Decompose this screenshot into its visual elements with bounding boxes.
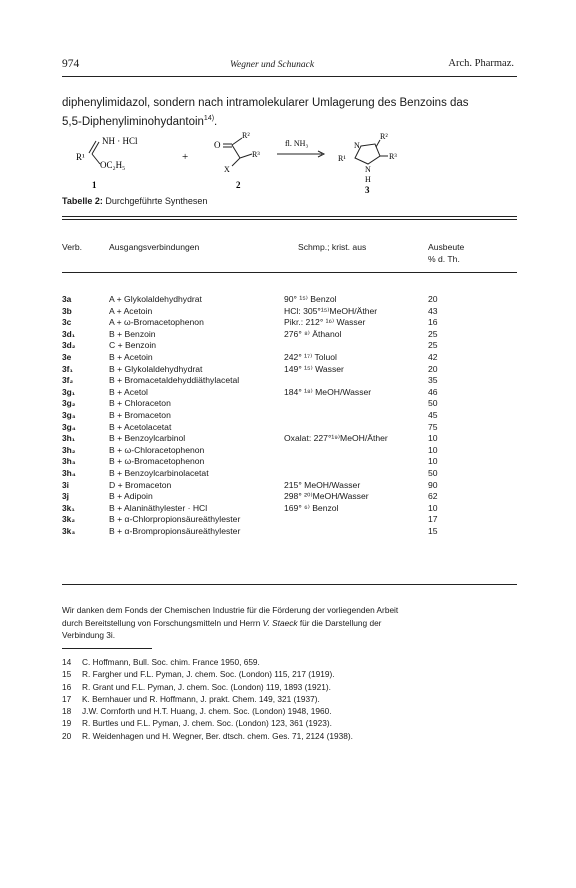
cell-ausbeute: 25 bbox=[428, 328, 438, 339]
reference-item bbox=[62, 668, 522, 680]
product-h: H bbox=[365, 175, 371, 184]
reference-item bbox=[62, 717, 522, 729]
reference-text: K. Bernhauer und R. Hoffmann, J. prakt. Chem. 149, 321 (1937). bbox=[82, 693, 320, 704]
cell-schmp: 242° ¹⁷⁾ Toluol bbox=[284, 352, 337, 362]
cell-ausbeute: 50 bbox=[428, 398, 438, 409]
cell-ausbeute: 16 bbox=[428, 317, 438, 328]
cell-verb: 3e bbox=[62, 352, 72, 362]
reference-item bbox=[62, 656, 522, 668]
reference-item bbox=[62, 681, 522, 693]
cell-verb: 3h₂ bbox=[62, 444, 76, 455]
cell-schmp: 215° MeOH/Wasser bbox=[284, 479, 361, 490]
cell-ausgang: B + α-Chlorpropionsäureäthylester bbox=[109, 514, 241, 525]
cell-ausbeute: 17 bbox=[428, 514, 438, 525]
reference-list bbox=[62, 656, 522, 742]
cell-ausgang: A + Acetoin bbox=[109, 305, 153, 316]
reagent2-r2: R² bbox=[242, 131, 250, 140]
reference-text: R. Burtles und F.L. Pyman, J. chem. Soc. (London) 123, 361 (1923). bbox=[82, 718, 332, 729]
reference-number: 17 bbox=[62, 693, 72, 704]
cell-ausbeute: 20 bbox=[428, 363, 438, 374]
intro-line-1: diphenylimidazol, sondern nach intramolekularer Umlagerung des Benzoins das bbox=[62, 97, 469, 109]
cell-schmp: Oxalat: 227°¹⁹⁾MeOH/Äther bbox=[284, 433, 388, 444]
product-r2: R² bbox=[380, 132, 388, 141]
cell-ausgang: B + Acetolacetat bbox=[109, 421, 172, 432]
cell-ausbeute: 50 bbox=[428, 468, 438, 478]
cell-ausgang: B + α-Brompropionsäureäthylester bbox=[109, 526, 241, 536]
footnote-rule bbox=[62, 648, 152, 649]
table-top-rule bbox=[62, 216, 517, 217]
cell-verb: 3a bbox=[62, 294, 72, 304]
cell-verb: 3g₂ bbox=[62, 398, 76, 409]
table-row bbox=[62, 503, 517, 514]
table-row bbox=[62, 410, 517, 421]
cell-ausgang: B + Adipoin bbox=[109, 491, 153, 502]
running-title: Wegner und Schunack bbox=[230, 60, 315, 70]
cell-ausbeute: 10 bbox=[428, 433, 438, 444]
col-header-verb: Verb. bbox=[62, 242, 83, 252]
cell-ausgang: D + Bromaceton bbox=[109, 479, 172, 490]
reagent2-r3: R³ bbox=[252, 150, 260, 159]
table-row bbox=[62, 387, 517, 398]
intro-paragraph bbox=[62, 96, 522, 130]
cell-schmp: 149° ¹⁵⁾ Wasser bbox=[284, 363, 344, 374]
table-row bbox=[62, 306, 517, 317]
cell-schmp: Pikr.: 212° ¹⁶⁾ Wasser bbox=[284, 317, 366, 328]
cell-verb: 3k₃ bbox=[62, 526, 76, 536]
table-header-rule bbox=[62, 272, 517, 273]
table-row bbox=[62, 526, 517, 537]
cell-ausgang: C + Benzoin bbox=[109, 340, 157, 351]
reference-text: R. Fargher und F.L. Pyman, J. chem. Soc. (London) 115, 217 (1919). bbox=[82, 669, 335, 680]
ack-line-2: durch Bereitstellung von Forschungsmitteln und Herrn V. Staeck für die Darstellung der bbox=[62, 617, 382, 628]
table-top-rule-2 bbox=[62, 219, 517, 220]
reference-item bbox=[62, 693, 522, 705]
cell-verb: 3d₂ bbox=[62, 340, 76, 351]
reference-number: 16 bbox=[62, 681, 72, 692]
reference-number: 14 bbox=[62, 657, 72, 667]
table-row bbox=[62, 514, 517, 525]
cell-ausbeute: 46 bbox=[428, 386, 438, 397]
cell-verb: 3b bbox=[62, 305, 72, 316]
cell-verb: 3h₄ bbox=[62, 468, 76, 478]
cell-verb: 3i bbox=[62, 479, 69, 490]
cell-ausbeute: 25 bbox=[428, 340, 438, 351]
cell-ausgang: B + ω-Bromacetophenon bbox=[109, 456, 205, 467]
table-row bbox=[62, 294, 517, 305]
reagent1-oc2h5: OC₂H₅ bbox=[100, 160, 126, 170]
cell-verb: 3h₃ bbox=[62, 456, 76, 467]
reference-item bbox=[62, 730, 522, 742]
reference-item bbox=[62, 705, 522, 717]
col-header-ausbeute-unit: % d. Th. bbox=[428, 254, 460, 264]
intro-line-2: 5,5-Diphenyliminohydantoin$^{14)}$. bbox=[62, 115, 218, 128]
cell-ausgang: A + ω-Bromacetophenon bbox=[109, 317, 204, 328]
cell-ausbeute: 20 bbox=[428, 294, 438, 304]
cell-verb: 3k₁ bbox=[62, 502, 75, 513]
reagent1-r1: R¹ bbox=[76, 152, 85, 162]
cell-verb: 3f₁ bbox=[62, 363, 73, 374]
table-row bbox=[62, 433, 517, 444]
table-row bbox=[62, 491, 517, 502]
cell-ausbeute: 62 bbox=[428, 491, 438, 502]
product-label: 3 bbox=[365, 185, 370, 195]
cell-ausgang: B + Benzoin bbox=[109, 328, 156, 339]
table-row bbox=[62, 456, 517, 467]
cell-ausgang: B + Bromacetaldehyddiäthylacetal bbox=[109, 375, 240, 386]
product-n: N bbox=[354, 141, 360, 150]
arrow-label: fl. NH₃ bbox=[285, 139, 309, 148]
reagent1-label: 1 bbox=[92, 180, 97, 190]
cell-verb: 3d₁ bbox=[62, 328, 76, 339]
table-row bbox=[62, 398, 517, 409]
table-row bbox=[62, 375, 517, 386]
plus-sign: + bbox=[182, 151, 189, 163]
cell-verb: 3g₃ bbox=[62, 410, 76, 420]
table-row bbox=[62, 468, 517, 479]
col-header-ausbeute: Ausbeute bbox=[428, 242, 465, 252]
cell-ausgang: B + Glykolaldehydhydrat bbox=[109, 363, 203, 374]
cell-ausgang: B + Acetoin bbox=[109, 352, 153, 362]
cell-ausgang: B + Chloraceton bbox=[109, 398, 171, 409]
cell-verb: 3j bbox=[62, 491, 69, 502]
cell-ausgang: B + Acetol bbox=[109, 386, 148, 397]
header-rule bbox=[62, 76, 517, 77]
cell-ausbeute: 75 bbox=[428, 421, 438, 432]
table-caption: Tabelle 2: Durchgeführte Synthesen bbox=[62, 196, 208, 206]
reagent1-nh-hcl: NH · HCl bbox=[102, 136, 138, 146]
table-row bbox=[62, 352, 517, 363]
cell-verb: 3h₁ bbox=[62, 433, 76, 444]
cell-verb: 3k₂ bbox=[62, 514, 76, 525]
reagent2-x: X bbox=[224, 165, 230, 174]
page-number: 974 bbox=[62, 58, 80, 70]
cell-ausbeute: 43 bbox=[428, 305, 438, 316]
table-bottom-rule bbox=[62, 584, 517, 585]
reference-text: R. Grant und F.L. Pyman, J. chem. Soc. (London) 119, 1893 (1921). bbox=[82, 681, 331, 692]
cell-ausgang: B + Bromaceton bbox=[109, 410, 171, 420]
reference-number: 18 bbox=[62, 706, 72, 717]
journal-name: Arch. Pharmaz. bbox=[448, 58, 514, 69]
table-row bbox=[62, 364, 517, 375]
reference-number: 15 bbox=[62, 669, 72, 680]
cell-verb: 3f₂ bbox=[62, 375, 74, 386]
acknowledgement bbox=[62, 604, 517, 642]
cell-verb: 3g₄ bbox=[62, 421, 76, 432]
cell-ausbeute: 42 bbox=[428, 352, 438, 362]
table-row bbox=[62, 480, 517, 491]
reference-text: C. Hoffmann, Bull. Soc. chim. France 1950, 659. bbox=[82, 657, 260, 667]
cell-verb: 3c bbox=[62, 317, 72, 328]
cell-ausgang: B + Benzoylcarbinolacetat bbox=[109, 468, 209, 478]
cell-ausbeute: 45 bbox=[428, 410, 438, 420]
cell-ausgang: B + ω-Chloracetophenon bbox=[109, 444, 205, 455]
cell-schmp: HCl: 305°¹⁵⁾MeOH/Äther bbox=[284, 305, 378, 316]
cell-ausgang: B + Alaninäthylester · HCl bbox=[109, 502, 208, 513]
cell-schmp: 184° ¹⁸⁾ MeOH/Wasser bbox=[284, 386, 372, 397]
cell-ausbeute: 10 bbox=[428, 444, 438, 455]
product-r3: R³ bbox=[389, 152, 397, 161]
table-row bbox=[62, 317, 517, 328]
reagent2-label: 2 bbox=[236, 180, 241, 190]
cell-schmp: 276° ⁸⁾ Äthanol bbox=[284, 328, 342, 339]
reference-text: J.W. Cornforth und H.T. Huang, J. chem. Soc. (London) 1948, 1960. bbox=[82, 706, 332, 717]
cell-ausgang: B + Benzoylcarbinol bbox=[109, 433, 186, 444]
reference-text: R. Weidenhagen und H. Wegner, Ber. dtsch. chem. Ges. 71, 2124 (1938). bbox=[82, 730, 353, 741]
product-r1: R¹ bbox=[338, 154, 346, 163]
reagent2-oxygen: O bbox=[214, 140, 221, 150]
table-row bbox=[62, 340, 517, 351]
cell-ausbeute: 35 bbox=[428, 375, 438, 386]
reference-number: 19 bbox=[62, 718, 72, 729]
cell-ausgang: A + Glykolaldehydhydrat bbox=[109, 294, 202, 304]
cell-verb: 3g₁ bbox=[62, 386, 76, 397]
ack-line-1: Wir danken dem Fonds der Chemischen Industrie für die Förderung der vorliegenden Arbeit bbox=[62, 605, 399, 615]
cell-ausbeute: 10 bbox=[428, 456, 438, 467]
table-row bbox=[62, 422, 517, 433]
ack-line-3: Verbindung 3i. bbox=[62, 630, 116, 640]
reference-number: 20 bbox=[62, 730, 72, 741]
cell-ausbeute: 10 bbox=[428, 502, 438, 513]
cell-ausbeute: 15 bbox=[428, 526, 438, 536]
cell-ausbeute: 90 bbox=[428, 479, 438, 490]
product-nh: N bbox=[365, 165, 371, 174]
reaction-scheme bbox=[62, 128, 517, 198]
cell-schmp: 90° ¹⁵⁾ Benzol bbox=[284, 294, 337, 304]
table-row bbox=[62, 329, 517, 340]
cell-schmp: 298° ²⁰⁾MeOH/Wasser bbox=[284, 491, 369, 502]
cell-schmp: 169° ⁶⁾ Benzol bbox=[284, 502, 339, 513]
col-header-ausgang: Ausgangsverbindungen bbox=[109, 242, 200, 252]
col-header-schmp: Schmp.; krist. aus bbox=[298, 242, 367, 252]
table-row bbox=[62, 445, 517, 456]
